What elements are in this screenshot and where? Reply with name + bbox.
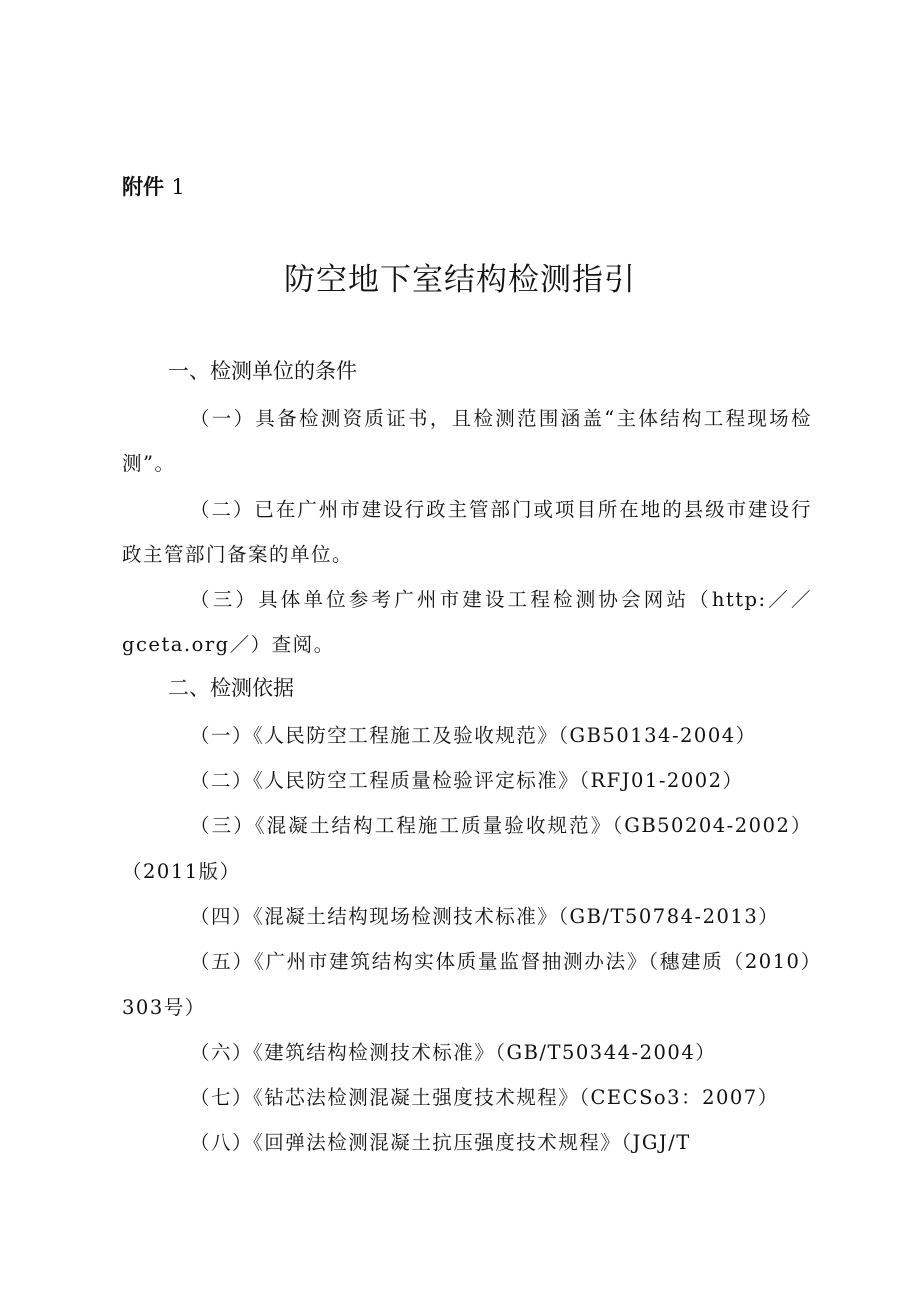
qualification-paragraph-3: （三）具体单位参考广州市建设工程检测协会网站（http:／／gceta.org／）查阅。 bbox=[122, 588, 812, 657]
basis-item-7: （七）《钻芯法检测混凝土强度技术规程》（CECSo3：2007） bbox=[190, 1086, 779, 1110]
qualification-paragraph-2: （二）已在广州市建设行政主管部门或项目所在地的县级市建设行政主管部门备案的单位。 bbox=[122, 497, 812, 566]
section-heading-basis: 二、检测依据 bbox=[168, 675, 294, 700]
attachment-text: 附件 bbox=[122, 175, 164, 199]
document-title: 防空地下室结构检测指引 bbox=[284, 262, 636, 298]
basis-item-6: （六）《建筑结构检测技术标准》（GB/T50344-2004） bbox=[190, 1040, 717, 1064]
basis-item-3: （三）《混凝土结构工程施工质量验收规范》（GB50204-2002）（2011版） bbox=[122, 814, 812, 883]
basis-item-4: （四）《混凝土结构现场检测技术标准》（GB/T50784-2013） bbox=[190, 904, 780, 928]
basis-item-8: （八）《回弹法检测混凝土抗压强度技术规程》（JGJ/T bbox=[190, 1131, 691, 1155]
basis-item-5: （五）《广州市建筑结构实体质量监督抽测办法》（穗建质（2010）303号） bbox=[122, 950, 812, 1019]
section-heading-qualification: 一、检测单位的条件 bbox=[168, 359, 357, 383]
document-body bbox=[122, 351, 812, 1166]
qualification-paragraph-1: （一）具备检测资质证书，且检测范围涵盖“主体结构工程现场检测”。 bbox=[122, 407, 812, 476]
basis-item-1: （一）《人民防空工程施工及验收规范》（GB50134-2004） bbox=[190, 723, 757, 747]
attachment-label bbox=[122, 172, 185, 202]
attachment-number: 1 bbox=[171, 175, 185, 199]
basis-item-2: （二）《人民防空工程质量检验评定标准》（RFJ01-2002） bbox=[190, 769, 744, 793]
